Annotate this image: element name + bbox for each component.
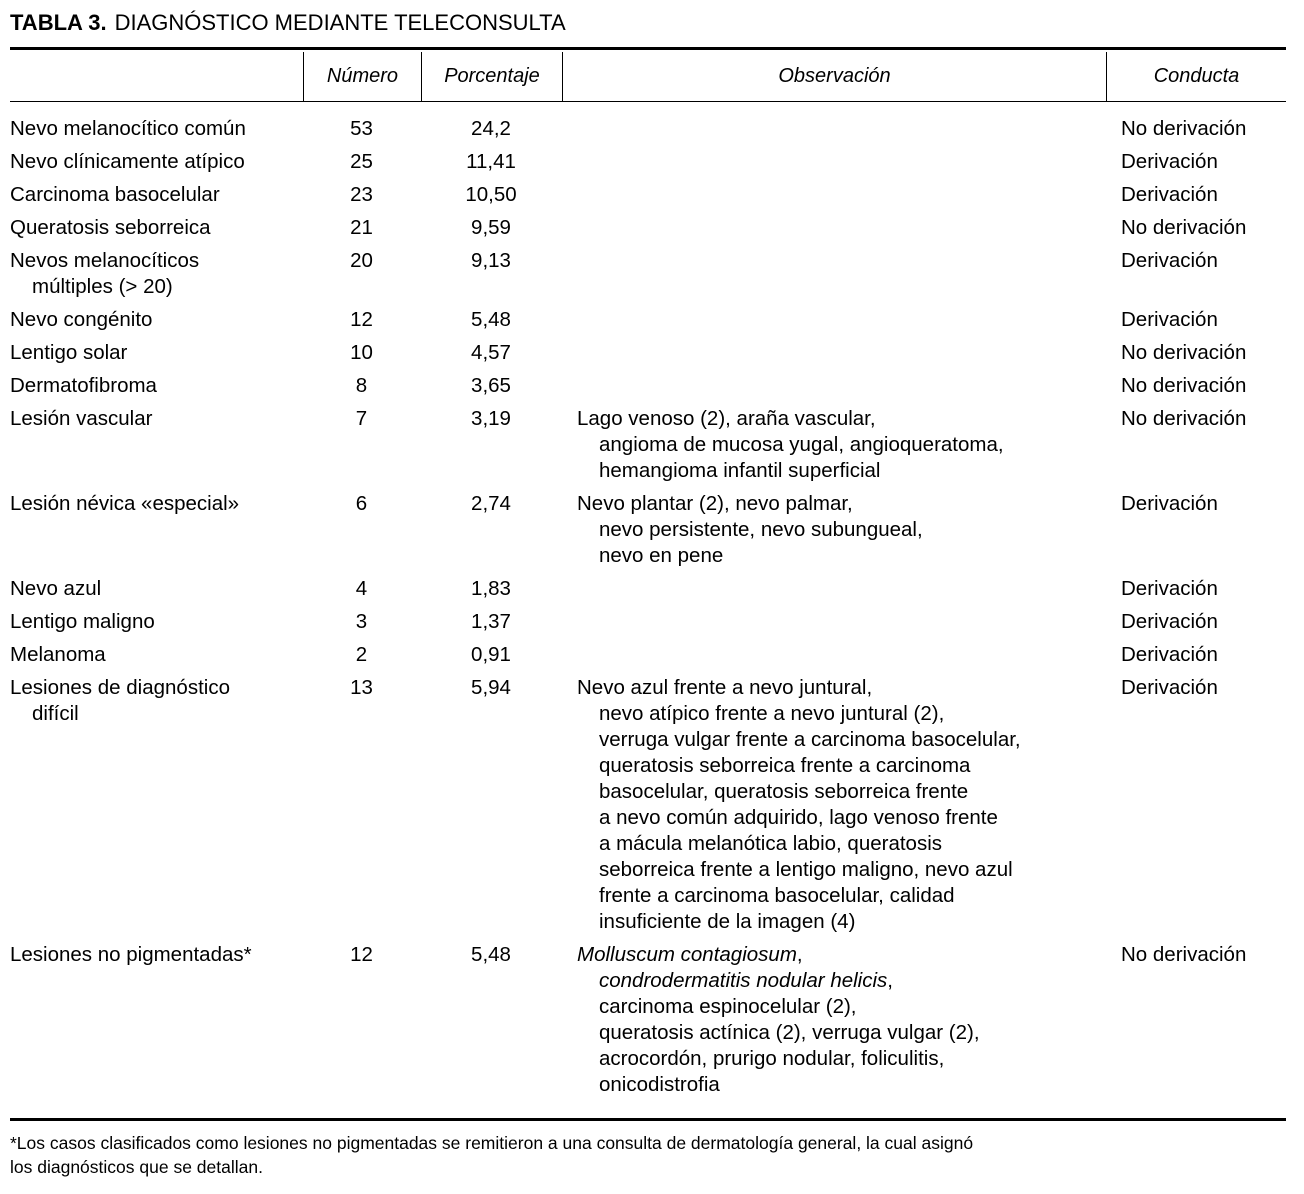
header-rule — [10, 101, 1286, 102]
percentage-cell: 4,57 — [471, 341, 511, 364]
conduct-cell: Derivación — [1121, 492, 1218, 515]
percentage-cell: 0,91 — [471, 643, 511, 666]
diagnosis-text: difícil — [32, 702, 79, 725]
conduct-cell: No derivación — [1121, 407, 1247, 430]
observation-cell — [577, 675, 1117, 935]
table-row — [10, 182, 1286, 208]
diagnosis-text: Lesiones no pigmentadas* — [10, 943, 252, 966]
conduct-cell: No derivación — [1121, 943, 1247, 966]
observation-text: verruga vulgar frente a carcinoma basocelular, — [599, 728, 1021, 751]
observation-cell — [577, 406, 1117, 484]
observation-text: queratosis seborreica frente a carcinoma — [599, 754, 971, 777]
diagnosis-text: Lentigo solar — [10, 341, 128, 364]
observation-text: onicodistrofia — [599, 1073, 720, 1096]
header-diagnostico — [10, 52, 303, 102]
percentage-cell: 3,65 — [471, 374, 511, 397]
conduct-cell: Derivación — [1121, 183, 1218, 206]
number-cell: 25 — [350, 150, 373, 173]
header-porcentaje: Porcentaje — [444, 65, 540, 87]
conduct-cell: Derivación — [1121, 249, 1218, 272]
diagnosis-cell — [10, 642, 300, 668]
header-numero: Número — [326, 65, 399, 87]
number-cell: 2 — [355, 643, 368, 666]
observation-text: seborreica frente a lentigo maligno, nevo azul — [599, 858, 1013, 881]
conduct-cell: Derivación — [1121, 676, 1218, 699]
number-cell: 20 — [350, 249, 373, 272]
number-cell: 10 — [350, 341, 373, 364]
table-row — [10, 215, 1286, 241]
diagnosis-cell — [10, 149, 300, 175]
table-row — [10, 373, 1286, 399]
diagnosis-text: Nevo azul — [10, 577, 102, 600]
number-cell: 21 — [350, 216, 373, 239]
percentage-cell: 3,19 — [471, 407, 511, 430]
number-cell: 12 — [350, 308, 373, 331]
percentage-cell: 10,50 — [465, 183, 517, 206]
diagnosis-text: Nevo clínicamente atípico — [10, 150, 245, 173]
table-row — [10, 675, 1286, 935]
percentage-cell: 24,2 — [471, 117, 511, 140]
percentage-cell: 2,74 — [471, 492, 511, 515]
number-cell: 8 — [355, 374, 368, 397]
observation-cell — [577, 942, 1117, 1098]
table-row — [10, 406, 1286, 484]
conduct-cell: Derivación — [1121, 643, 1218, 666]
number-cell: 12 — [350, 943, 373, 966]
observation-text: acrocordón, prurigo nodular, foliculitis, — [599, 1047, 945, 1070]
observation-italic: condrodermatitis nodular helicis — [599, 969, 888, 992]
table-row — [10, 149, 1286, 175]
conduct-cell: No derivación — [1121, 341, 1247, 364]
table-row — [10, 116, 1286, 142]
diagnosis-cell — [10, 942, 300, 968]
diagnosis-cell — [10, 182, 300, 208]
conduct-cell: Derivación — [1121, 610, 1218, 633]
observation-text: carcinoma espinocelular (2), — [599, 995, 857, 1018]
diagnosis-cell — [10, 675, 300, 727]
diagnosis-text: múltiples (> 20) — [32, 275, 173, 298]
diagnosis-text: Lesión névica «especial» — [10, 492, 240, 515]
diagnosis-text: Queratosis seborreica — [10, 216, 211, 239]
diagnosis-text: Lesión vascular — [10, 407, 153, 430]
diagnosis-cell — [10, 340, 300, 366]
conduct-cell: Derivación — [1121, 577, 1218, 600]
number-cell: 4 — [355, 577, 368, 600]
observation-text: a nevo común adquirido, lago venoso frente — [599, 806, 998, 829]
table-row — [10, 491, 1286, 569]
conduct-cell: No derivación — [1121, 216, 1247, 239]
observation-text: insuficiente de la imagen (4) — [599, 910, 856, 933]
diagnosis-cell — [10, 609, 300, 635]
percentage-cell: 5,48 — [471, 943, 511, 966]
diagnosis-cell — [10, 491, 300, 517]
percentage-cell: 5,48 — [471, 308, 511, 331]
diagnosis-text: Melanoma — [10, 643, 106, 666]
number-cell: 53 — [350, 117, 373, 140]
observation-cell — [577, 491, 1117, 569]
observation-text: nevo atípico frente a nevo juntural (2), — [599, 702, 945, 725]
table-row — [10, 609, 1286, 635]
percentage-cell: 5,94 — [471, 676, 511, 699]
percentage-cell: 11,41 — [466, 150, 516, 173]
diagnosis-cell — [10, 373, 300, 399]
number-cell: 7 — [355, 407, 368, 430]
conduct-cell: Derivación — [1121, 150, 1218, 173]
observation-text: nevo en pene — [599, 544, 724, 567]
table-row — [10, 248, 1286, 300]
number-cell: 6 — [355, 492, 368, 515]
footnote-line: los diagnósticos que se detallan. — [10, 1157, 263, 1177]
diagnosis-cell — [10, 248, 300, 300]
table-number: TABLA 3. — [10, 10, 107, 35]
observation-text: nevo persistente, nevo subungueal, — [599, 518, 923, 541]
observation-text: frente a carcinoma basocelular, calidad — [599, 884, 955, 907]
observation-text: Nevo azul frente a nevo juntural, — [577, 676, 873, 699]
conduct-cell: No derivación — [1121, 374, 1247, 397]
diagnosis-cell — [10, 576, 300, 602]
observation-text: hemangioma infantil superficial — [599, 459, 881, 482]
percentage-cell: 9,59 — [471, 216, 511, 239]
table-caption: DIAGNÓSTICO MEDIANTE TELECONSULTA — [114, 10, 566, 35]
observation-text: Molluscum contagiosum, — [577, 943, 803, 966]
top-rule — [10, 47, 1286, 50]
footnote-line: *Los casos clasificados como lesiones no pigmentadas se remitieron a una consulta de dermatología general, la cual asignó — [10, 1133, 974, 1153]
table-row — [10, 340, 1286, 366]
table-row — [10, 942, 1286, 1098]
diagnosis-text: Dermatofibroma — [10, 374, 157, 397]
observation-italic: Molluscum contagiosum — [577, 943, 797, 966]
diagnosis-text: Lesiones de diagnóstico — [10, 676, 230, 699]
observation-text: condrodermatitis nodular helicis, — [599, 969, 893, 992]
bottom-rule — [10, 1118, 1286, 1121]
footnote — [10, 1131, 1286, 1179]
observation-text: Nevo plantar (2), nevo palmar, — [577, 492, 853, 515]
conduct-cell: No derivación — [1121, 117, 1247, 140]
number-cell: 23 — [350, 183, 373, 206]
diagnosis-cell — [10, 307, 300, 333]
conduct-cell: Derivación — [1121, 308, 1218, 331]
header-conducta: Conducta — [1153, 65, 1240, 87]
percentage-cell: 1,83 — [471, 577, 511, 600]
diagnosis-cell — [10, 215, 300, 241]
header-observacion: Observación — [778, 65, 891, 87]
number-cell: 3 — [355, 610, 368, 633]
table-row — [10, 576, 1286, 602]
table-row — [10, 307, 1286, 333]
diagnosis-text: Carcinoma basocelular — [10, 183, 220, 206]
diagnosis-cell — [10, 116, 300, 142]
observation-text: Lago venoso (2), araña vascular, — [577, 407, 876, 430]
observation-text: angioma de mucosa yugal, angioqueratoma, — [599, 433, 1004, 456]
percentage-cell: 9,13 — [471, 249, 511, 272]
percentage-cell: 1,37 — [471, 610, 511, 633]
observation-text: basocelular, queratosis seborreica frente — [599, 780, 969, 803]
diagnosis-text: Nevo congénito — [10, 308, 153, 331]
diagnosis-cell — [10, 406, 300, 432]
observation-text: queratosis actínica (2), verruga vulgar (2), — [599, 1021, 980, 1044]
table-row — [10, 642, 1286, 668]
observation-text: a mácula melanótica labio, queratosis — [599, 832, 942, 855]
number-cell: 13 — [350, 676, 373, 699]
diagnosis-text: Nevos melanocíticos — [10, 249, 200, 272]
table-title — [10, 10, 566, 36]
diagnosis-text: Lentigo maligno — [10, 610, 155, 633]
diagnosis-text: Nevo melanocítico común — [10, 117, 246, 140]
